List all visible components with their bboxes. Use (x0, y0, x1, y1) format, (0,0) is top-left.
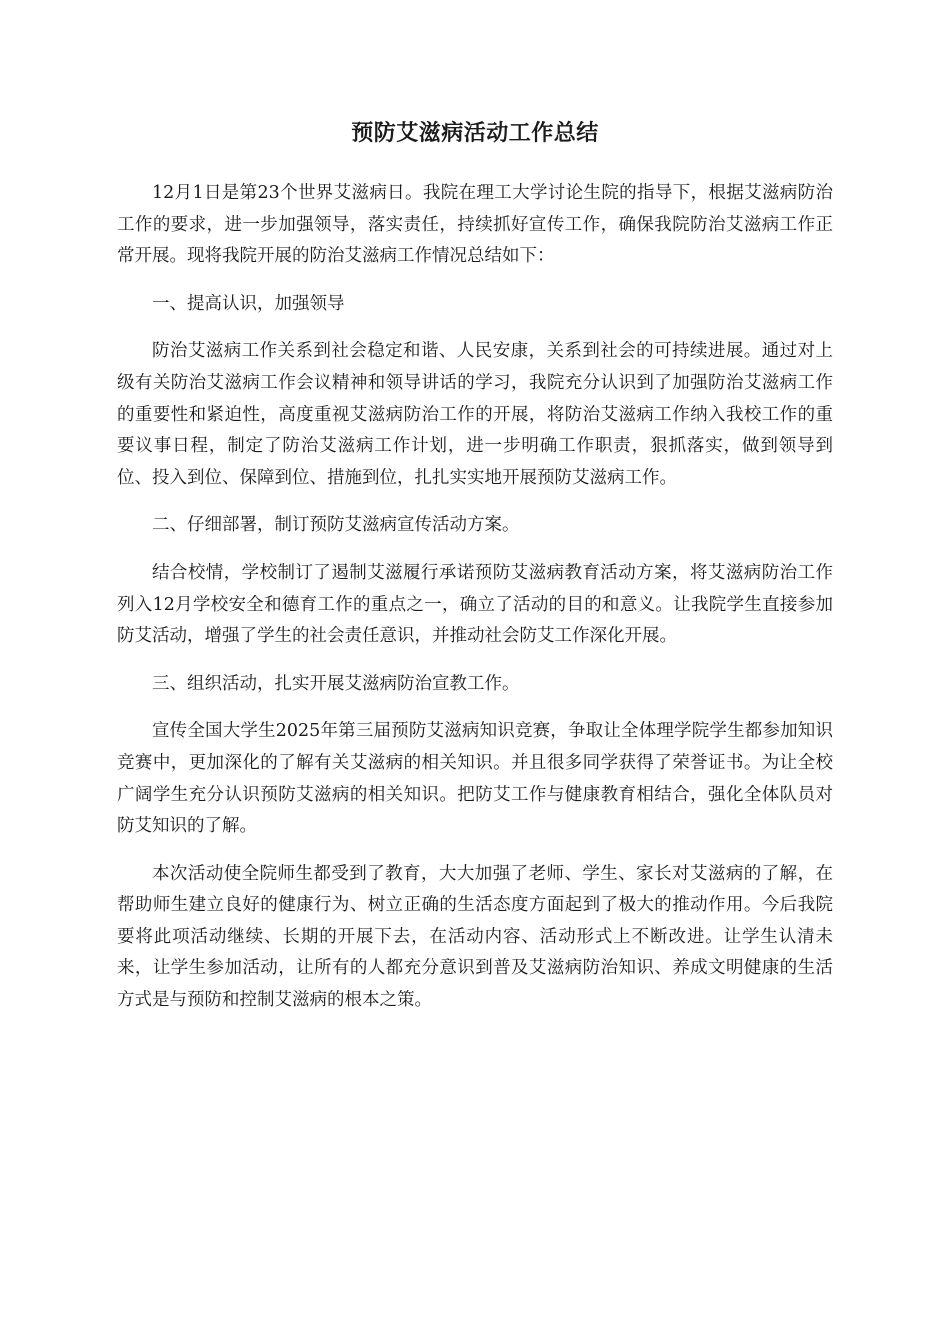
document-title: 预防艾滋病活动工作总结 (351, 120, 599, 146)
intro-paragraph: 12月1日是第23个世界艾滋病日。我院在理工大学讨论生院的指导下，根据艾滋病防治工作的要求，进一步加强领导，落实责任，持续抓好宣传工作，确保我院防治艾滋病工作正常开展。现将我院开展的防治艾滋病工作情况总结如下： (117, 183, 833, 267)
conclusion-paragraph: 本次活动使全院师生都受到了教育，大大加强了老师、学生、家长对艾滋病的了解，在帮助师生建立良好的健康行为、树立正确的生活态度方面起到了极大的推动作用。今后我院要将此项活动继续、长期的开展下去，在活动内容、活动形式上不断改进。让学生认清未来，让学生参加活动，让所有的人都充分意识到普及艾滋病防治知识、养成文明健康的生活方式是与预防和控制艾滋病的根本之策。 (117, 863, 833, 1011)
section-heading-1: 一、提高认识，加强领导 (152, 293, 345, 314)
section-paragraph-1: 防治艾滋病工作关系到社会稳定和谐、人民安康，关系到社会的可持续进展。通过对上级有关防治艾滋病工作会议精神和领导讲话的学习，我院充分认识到了加强防治艾滋病工作的重要性和紧迫性，高度重视艾滋病防治工作的开展，将防治艾滋病工作纳入我校工作的重要议事日程，制定了防治艾滋病工作计划，进一步明确工作职责，狠抓落实，做到领导到位、投入到位、保障到位、措施到位，扎扎实实地开展预防艾滋病工作。 (117, 341, 833, 488)
section-heading-2: 二、仔细部署，制订预防艾滋病宣传活动方案。 (152, 515, 520, 536)
section-paragraph-3: 宣传全国大学生2025年第三届预防艾滋病知识竞赛，争取让全体理学院学生都参加知识竞赛中，更加深化的了解有关艾滋病的相关知识。并且很多同学获得了荣誉证书。为让全校广阔学生充分认识预防艾滋病的相关知识。把防艾工作与健康教育相结合，强化全体队员对防艾知识的了解。 (117, 721, 833, 837)
document-body (117, 178, 833, 1033)
section-paragraph-2: 结合校情，学校制订了遏制艾滋履行承诺预防艾滋病教育活动方案，将艾滋病防治工作列入12月学校安全和德育工作的重点之一，确立了活动的目的和意义。让我院学生直接参加防艾活动，增强了学生的社会责任意识，并推动社会防艾工作深化开展。 (117, 562, 833, 647)
section-heading-3: 三、组织活动，扎实开展艾滋病防治宣教工作。 (152, 673, 520, 694)
